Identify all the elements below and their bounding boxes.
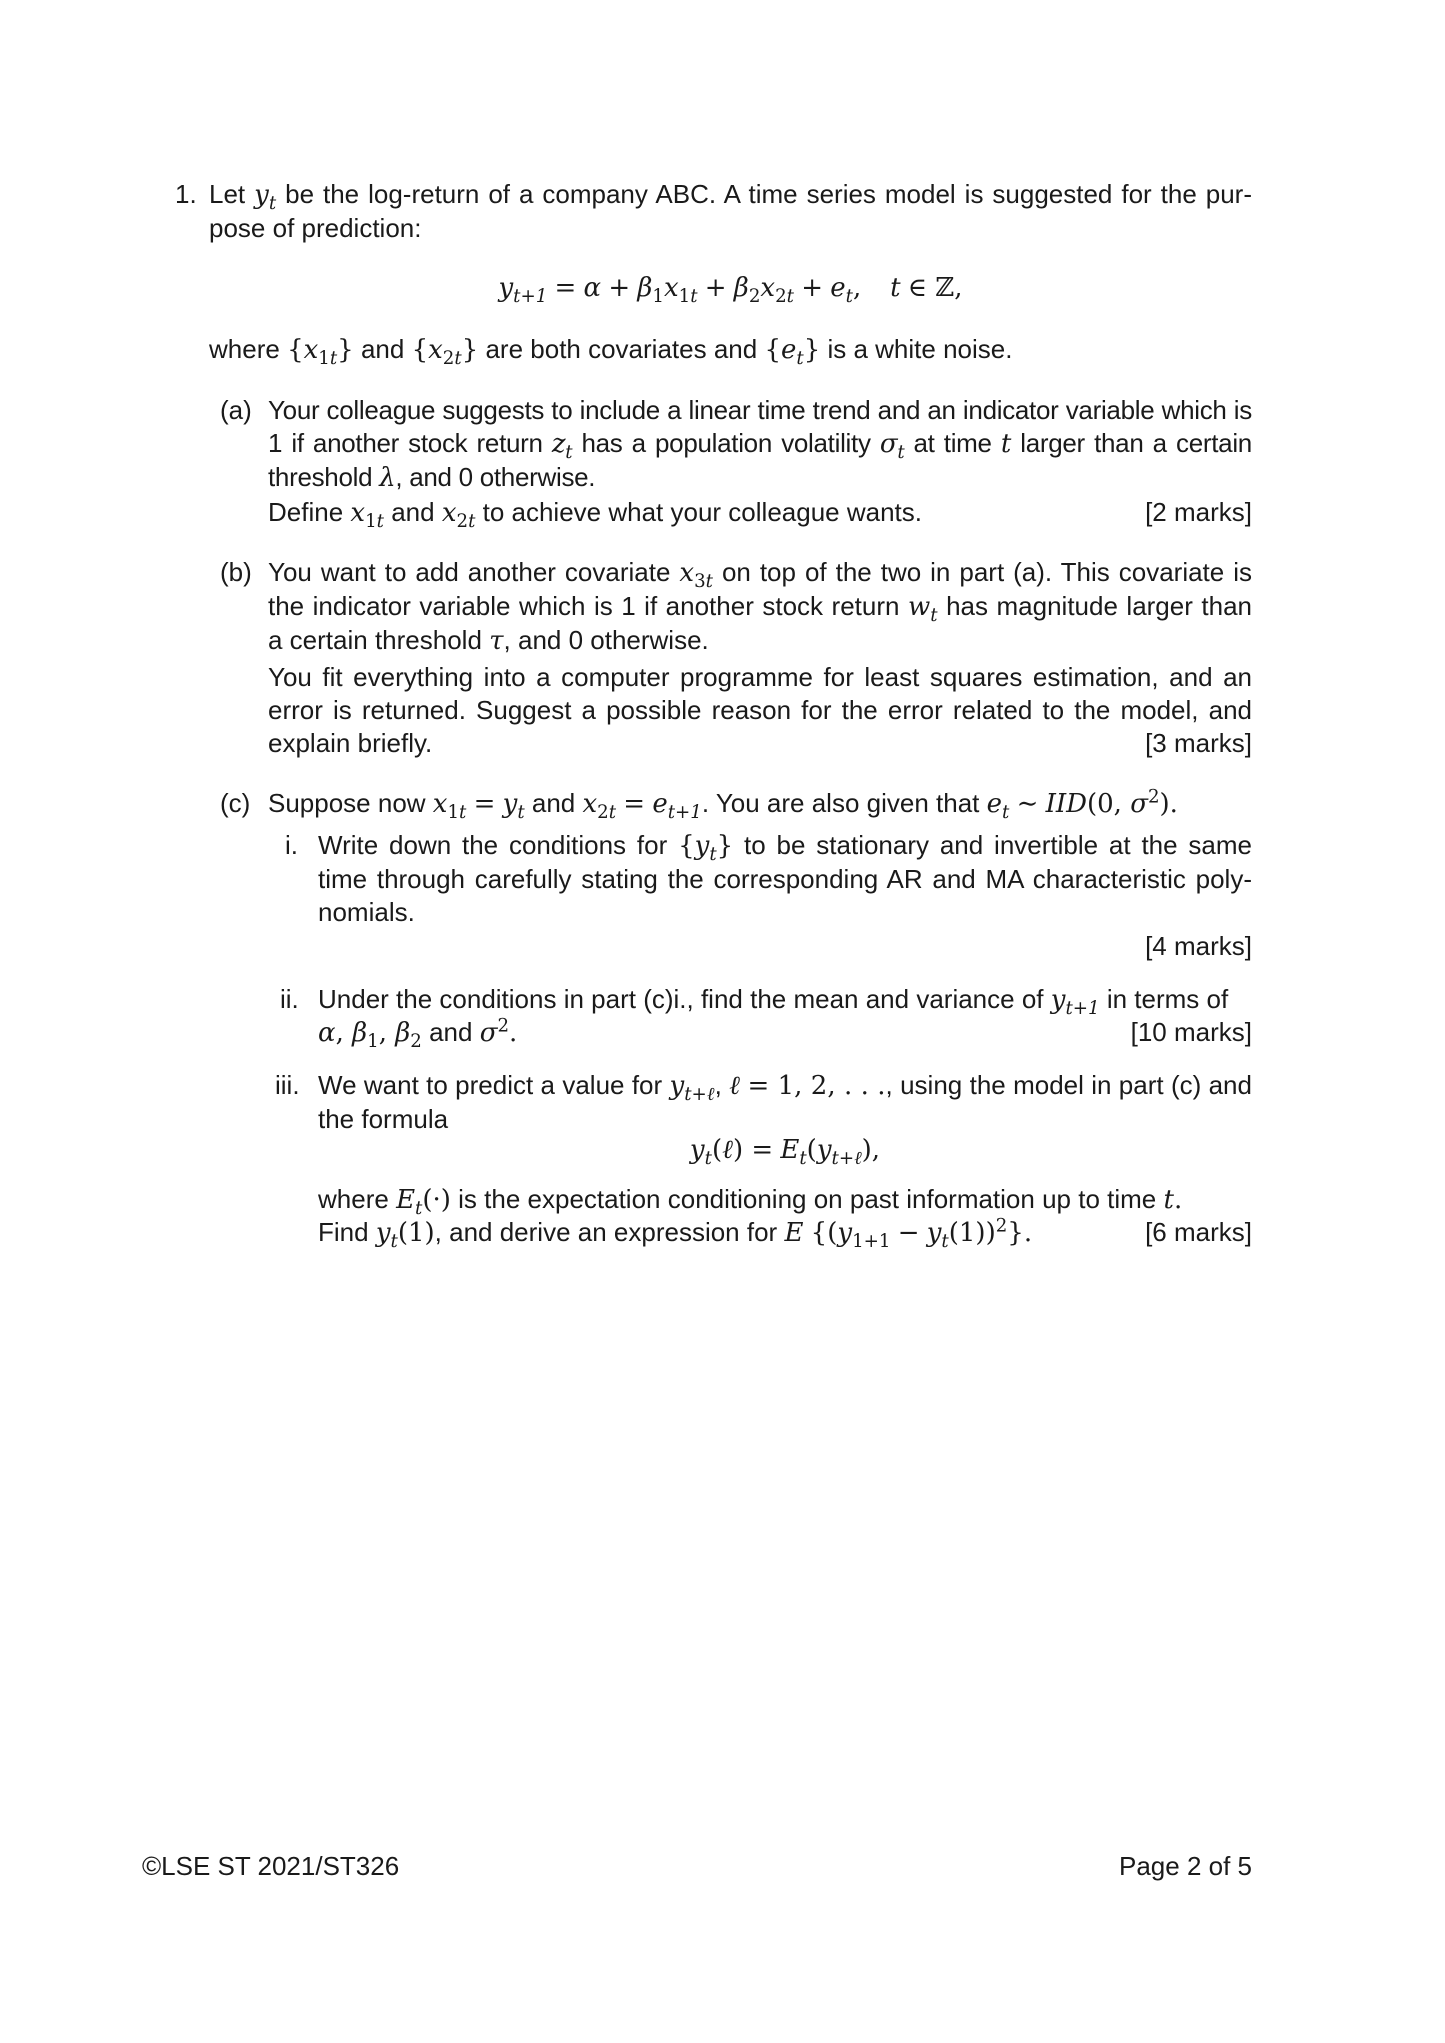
part-a-text: Your colleague suggests to include a linear time trend and an indicator variable which is 1 if another stock return $z_t$ has a population volatility $\sigma_t$ at time t larger than a certain threshold λ, and 0 otherwise. [268, 395, 1252, 493]
part-c-ii-marks: [10 marks] [1130, 1017, 1252, 1047]
model-equation: $y_{t+1} = \alpha + \beta_1x_{1t} + \beta_2x_{2t} + e_t$, t ∈ ℤ, [498, 273, 963, 308]
part-c-iii-label: iii. [275, 1070, 300, 1100]
part-c-label: (c) [220, 788, 251, 818]
question-number: 1. [175, 179, 197, 209]
part-b-label: (b) [220, 557, 252, 587]
footer-page-number: Page 2 of 5 [1119, 1851, 1252, 1881]
part-c-ii-label: ii. [280, 984, 299, 1014]
part-c-iii-find-row [318, 1215, 1252, 1253]
part-b-marks: [3 marks] [1145, 728, 1252, 758]
part-c-i-marks: [4 marks] [1145, 931, 1252, 961]
question-intro: Let $y_t$ be the log-return of a company ABC. A time series model is suggested for the pur-pose of prediction: [209, 179, 1252, 243]
part-c-ii-text: Under the conditions in part (c)i., find the mean and variance of $y_{t+1}$ in terms of [318, 984, 1229, 1020]
part-a-define-row [268, 496, 1252, 533]
part-c-i-label: i. [285, 830, 298, 860]
part-c-ii-row [318, 1015, 1252, 1053]
footer-copyright: ©LSE ST 2021/ST326 [142, 1851, 400, 1881]
part-b-text: You want to add another covariate $x_{3t}$ on top of the two in part (a). This covariate is the indicator variable which is 1 if another stock return $w_t$ has magnitude larger than a certain threshold τ, and 0 otherwise. [268, 557, 1252, 656]
part-c-iii-text: We want to predict a value for $y_{t+\ell}$, ℓ = 1, 2, . . ., using the model in part (c) and the formula [318, 1070, 1252, 1134]
where-clause: where $\{x_{1t}\}$ and $\{x_{2t}\}$ are both covariates and $\{e_t\}$ is a white noise. [209, 334, 1013, 370]
part-c-iii-where: where $E_t(\cdot)$ is the expectation conditioning on past information up to time t. [318, 1184, 1183, 1220]
part-c-text: Suppose now $x_{1t} = y_t$ and $x_{2t} = e_{t+1}$. You are also given that $e_t$ ∼ IID(0, $\sigma^2$). [268, 786, 1178, 824]
part-b-text-2: You fit everything into a computer programme for least squares estimation, and an error is returned. Suggest a possible reason for the error related to the model, and explain briefly. [268, 662, 1252, 758]
part-a-marks: [2 marks] [1145, 497, 1252, 527]
part-c-iii-find-text: Find $y_t(1)$, and derive an expression for E $\{(y_{1+1} - y_t(1))^2\}$. [318, 1215, 1033, 1253]
part-c-iii-marks: [6 marks] [1145, 1217, 1252, 1247]
part-c-ii-params: α, $\beta_1$, $\beta_2$ and $\sigma^2$. [318, 1015, 518, 1053]
part-a-define-text: Define $x_{1t}$ and $x_{2t}$ to achieve what your colleague wants. [268, 497, 922, 533]
part-c-i-text: Write down the conditions for $\{y_t\}$ to be stationary and invertible at the same time through carefully stating the corresponding AR and MA characteristic poly-nomials. [318, 830, 1252, 927]
part-a-label: (a) [220, 395, 252, 425]
forecast-formula: $y_t(\ell) = E_t(y_{t+\ell})$, [689, 1135, 881, 1170]
